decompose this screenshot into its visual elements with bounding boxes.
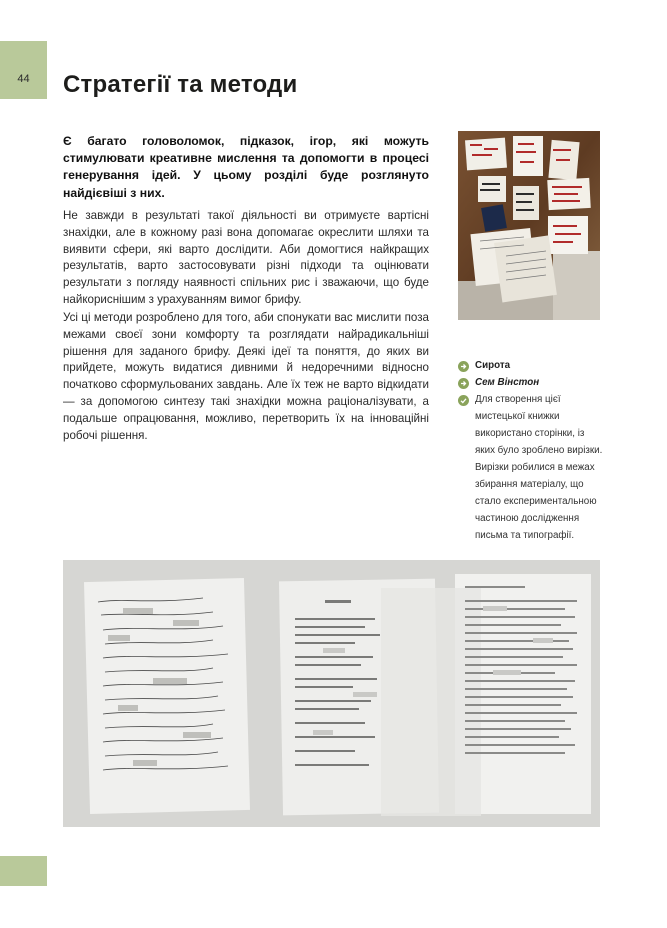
photo-caption (458, 360, 608, 549)
page-title: Стратегії та методи (63, 71, 298, 98)
lead-paragraph: Є багато головоломок, підказок, ігор, які можуть стимулювати креативне мислення та допомогти в процесі генерування ідей. У цьому розділі буде розглянуто найдієвіші з них. (63, 134, 429, 200)
caption-description: Для створення цієї мистецької книжки використано сторінки, із яких було зроблено вирізки. Вирізки робилися в межах збирання матеріалу, що стало експериментальною частиною дослідження письма та типографії. (475, 394, 603, 541)
circle-check-icon (458, 395, 469, 406)
caption-description-row (458, 394, 608, 544)
caption-title-row (458, 360, 608, 372)
caption-title: Сирота (475, 360, 511, 371)
page-tab-bottom (0, 856, 47, 886)
circle-arrow-icon (458, 378, 469, 389)
body-paragraph-1: Не завжди в результаті такої діяльності ви отримуєте вартісні знахідки, але в кожному разі вона допомагає окреслити шляхи та виявити сфери, які варто дослідити. Аби домогтися найкращих результатів, варто застосовувати різні підходи та оцінювати результати з погляду наявності спільних рис і зважаючи, що буде найкориснішим з урахуванням вимог брифу. (63, 209, 429, 306)
caption-author-row (458, 377, 608, 389)
photo-cutout-pages-spread (63, 560, 600, 827)
circle-arrow-icon (458, 361, 469, 372)
photo-cutout-pages-on-table (458, 131, 600, 320)
caption-author: Сем Вінстон (475, 377, 540, 388)
body-paragraph-2: Усі ці методи розроблено для того, аби спонукати вас мислити поза межами своєї зони комфорту та розглядати найрадикальніші рішення для заданого брифу. Деякі ідеї та поняття, до яких ви прийдете, можуть видатися дивними й недоречними відносно початково сформульованих завдань. Але їх теж не варто відкидати — за допомогою синтезу такі знахідки можна раціоналізувати, а подальше опрацювання, можливо, перетворить їх на інноваційні робочі рішення. (63, 311, 429, 442)
page-tab-top (0, 41, 47, 99)
page-number: 44 (17, 73, 30, 85)
